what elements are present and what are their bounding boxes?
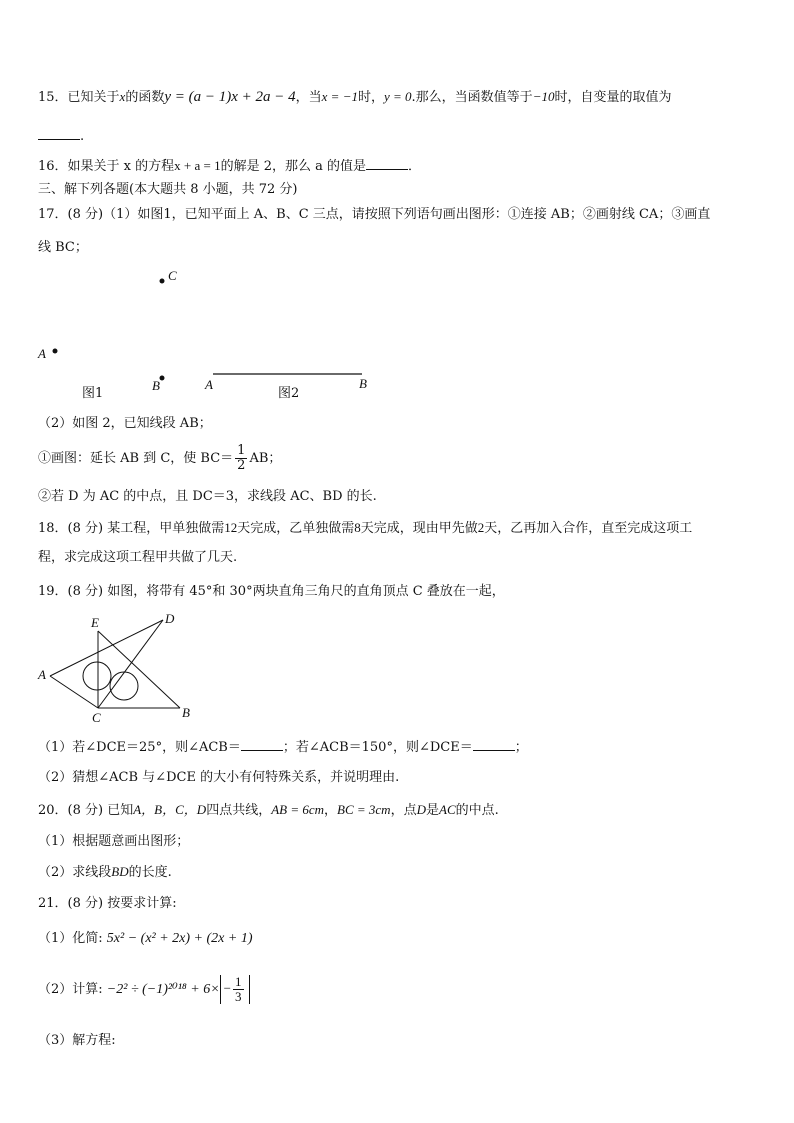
q16-text1: 16．如果关于 x 的方程	[38, 159, 175, 174]
q18-d: 天，乙再加入合作，直至完成这项工	[484, 521, 693, 536]
q21-part1-label: （1）化简:	[38, 931, 103, 946]
q19-blank-2[interactable]	[473, 738, 515, 751]
figure-2-caption: 图2	[278, 386, 300, 401]
q15-intro: 15．已知关于	[38, 90, 120, 105]
q21-part1-expr: 5x² − (x² + 2x) + (2x + 1)	[106, 931, 253, 946]
fig2-label-a: A	[205, 377, 213, 392]
q15-text-func: 的函数	[125, 90, 165, 105]
tri-label-a: A	[38, 667, 46, 682]
q20-d-text: 是	[425, 803, 439, 818]
q20-part2	[38, 863, 172, 882]
q15-blank[interactable]	[38, 127, 80, 140]
q15-text-end: 时，自变量的取值为	[554, 90, 672, 105]
q21-part2-label: （2）计算:	[38, 982, 103, 997]
q20-part2-a: （2）求线段	[38, 865, 112, 880]
q20-part2-b: 的长度.	[128, 865, 172, 880]
q20-ab: AB = 6cm	[271, 802, 325, 817]
q16-equation: x + a = 1	[174, 158, 221, 173]
point-a	[53, 349, 58, 354]
q18-b: 天完成，乙单独做需	[237, 521, 355, 536]
edge-eb	[98, 631, 180, 708]
q20-b: 四点共线，	[206, 803, 272, 818]
section-3-heading: 三、解下列各题(本大题共 8 小题，共 72 分)	[38, 182, 298, 197]
tri-label-e: E	[91, 615, 99, 630]
q19-part1-c: ；	[514, 740, 528, 755]
q16-tail: ．	[408, 159, 422, 174]
q15-tail: .	[80, 129, 85, 144]
q15-answer-line	[38, 127, 84, 146]
q18-c: 天完成，现由甲先做	[360, 521, 478, 536]
question-16	[38, 157, 421, 176]
q21-line1: 21．(8 分) 按要求计算:	[38, 896, 177, 911]
q18-days-b: 8	[354, 520, 361, 535]
q17-step1-pre: ①画图：延长 AB 到 C，使 BC＝	[38, 451, 234, 466]
point-c	[160, 279, 165, 284]
q16-text2: 的解是 2，那么 a 的值是	[220, 159, 366, 174]
q18-line2: 程，求完成这项工程甲共做了几天.	[38, 550, 238, 565]
q21-fraction	[233, 975, 244, 1004]
q20-sep: ，	[324, 803, 338, 818]
q18-days-a: 12	[224, 520, 238, 535]
label-b: B	[152, 378, 160, 393]
q15-formula: y = (a − 1)x + 2a − 4	[164, 89, 296, 105]
q18-line1	[38, 519, 692, 538]
q15-cond1: x = −1	[321, 89, 358, 104]
q19-part2: （2）猜想∠ACB 与∠DCE 的大小有何特殊关系，并说明理由.	[38, 770, 400, 785]
q19-blank-1[interactable]	[241, 738, 283, 751]
q18-a: 18．(8 分) 某工程，甲单独做需	[38, 521, 225, 536]
hole-left	[83, 662, 111, 690]
q15-text-rest: .那么，当函数值等于	[411, 90, 533, 105]
edge-cd	[98, 620, 163, 708]
q17-line1: 17．(8 分)（1）如图1，已知平面上 A、B、C 三点，请按照下列语句画出图形：①连接 AB；②画射线 CA；③画直	[38, 207, 711, 222]
q15-cond2: y = 0	[384, 89, 412, 104]
fraction-num: 1	[237, 443, 246, 458]
q16-blank[interactable]	[366, 157, 408, 170]
q17-line2: 线 BC；	[38, 240, 88, 255]
q15-var-x: x	[119, 89, 126, 104]
fraction-den: 2	[237, 458, 246, 473]
figure-1-caption: 图1	[82, 386, 104, 401]
abs-value-bars: − $\frac{1}{3}$	[220, 975, 250, 1004]
figure-triangles	[45, 613, 195, 718]
q20-d: D	[416, 802, 426, 817]
q19-line1: 19．(8 分) 如图，将带有 45°和 30°两块直角三角尺的直角顶点 C 叠放在一起，	[38, 584, 505, 599]
q19-part1-a: （1）若∠DCE＝25°，则∠ACB＝	[38, 740, 241, 755]
q19-part1	[38, 738, 528, 757]
q17-step2: ②若 D 为 AC 的中点，且 DC＝3，求线段 AC、BD 的长.	[38, 489, 377, 504]
edge-ac	[50, 676, 98, 708]
q21-part3: （3）解方程:	[38, 1033, 116, 1048]
fig2-label-b: B	[359, 376, 367, 391]
q21-part2-expr: −2² ÷ (−1)²⁰¹⁸ + 6×	[106, 982, 220, 997]
label-a: A	[38, 346, 46, 361]
question-15	[38, 88, 671, 107]
q20-bd: BD	[111, 864, 129, 879]
edge-ad	[50, 620, 163, 676]
figure-2	[210, 370, 370, 380]
q21-frac-num: 1	[235, 974, 242, 989]
q20-ac: AC	[439, 802, 456, 817]
tri-label-d: D	[165, 611, 175, 626]
q20-e: 的中点.	[455, 803, 499, 818]
tri-label-c: C	[92, 710, 101, 725]
q17-step1	[38, 444, 281, 473]
label-c: C	[168, 268, 177, 283]
q19-part1-b: ；若∠ACB＝150°，则∠DCE＝	[282, 740, 473, 755]
q21-part1	[38, 930, 252, 948]
q20-a: 20．(8 分) 已知	[38, 803, 134, 818]
q18-days-c: 2	[477, 520, 485, 535]
q21-frac-den: 3	[235, 989, 242, 1004]
figure-1	[34, 266, 194, 396]
point-b	[160, 376, 165, 381]
q17-part2: （2）如图 2，已知线段 AB；	[38, 416, 212, 431]
q15-value: −10	[532, 89, 555, 104]
tri-label-b: B	[182, 705, 190, 720]
q20-line1	[38, 801, 499, 820]
q17-step1-post: AB；	[249, 451, 282, 466]
q20-part1: （1）根据题意画出图形；	[38, 834, 190, 849]
q20-points: A，B，C，D	[133, 802, 207, 817]
q15-text-shi: 时，	[357, 90, 384, 105]
fraction-half	[235, 444, 247, 473]
q21-part2	[38, 975, 250, 1004]
q15-text-when: ，当	[295, 90, 322, 105]
q20-c: ，点	[390, 803, 417, 818]
q20-bc: BC = 3cm	[337, 802, 391, 817]
